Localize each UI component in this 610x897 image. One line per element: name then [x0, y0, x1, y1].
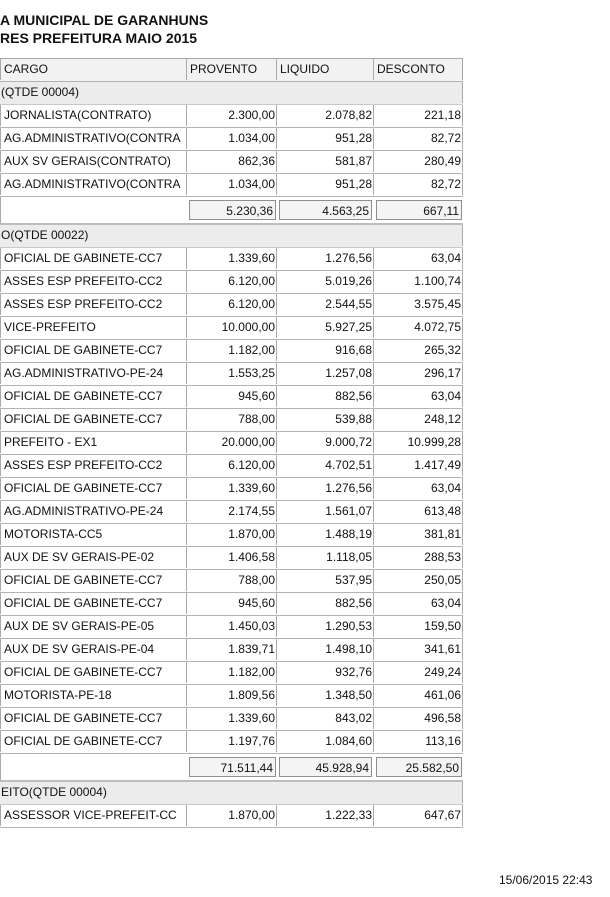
table-row [0, 294, 463, 317]
provento-cell: 1.034,00 [187, 128, 277, 149]
group-header-row [0, 782, 463, 805]
desconto-cell: 1.100,74 [374, 271, 463, 292]
provento-cell: 1.553,25 [187, 363, 277, 384]
desconto-cell: 82,72 [374, 128, 463, 149]
cargo-cell: ASSES ESP PREFEITO-CC2 [0, 294, 187, 315]
cargo-cell: AUX DE SV GERAIS-PE-02 [0, 547, 187, 568]
provento-cell: 1.182,00 [187, 340, 277, 361]
report-title-line-2: RES PREFEITURA MAIO 2015 [0, 30, 198, 46]
total-liquido: 4.563,25 [279, 200, 372, 220]
table-row [0, 478, 463, 501]
liquido-cell: 1.118,05 [277, 547, 374, 568]
desconto-cell: 113,16 [374, 731, 463, 752]
liquido-cell: 539,88 [277, 409, 374, 430]
liquido-cell: 951,28 [277, 174, 374, 195]
print-timestamp: 15/06/2015 22:43 [499, 873, 593, 887]
cargo-cell: PREFEITO - EX1 [0, 432, 187, 453]
cargo-cell: AG.ADMINISTRATIVO-PE-24 [0, 363, 187, 384]
column-header-liquido: LIQUIDO [277, 59, 374, 80]
liquido-cell: 9.000,72 [277, 432, 374, 453]
provento-cell: 1.870,00 [187, 524, 277, 545]
table-row [0, 271, 463, 294]
cargo-cell: OFICIAL DE GABINETE-CC7 [0, 731, 187, 752]
table-row [0, 731, 463, 754]
provento-cell: 2.300,00 [187, 105, 277, 126]
liquido-cell: 5.019,26 [277, 271, 374, 292]
desconto-cell: 280,49 [374, 151, 463, 172]
liquido-cell: 1.561,07 [277, 501, 374, 522]
totals-spacer [0, 754, 187, 780]
group-label: EITO(QTDE 00004) [0, 782, 463, 803]
liquido-cell: 1.348,50 [277, 685, 374, 706]
cargo-cell: ASSES ESP PREFEITO-CC2 [0, 455, 187, 476]
provento-cell: 6.120,00 [187, 455, 277, 476]
provento-cell: 6.120,00 [187, 271, 277, 292]
provento-cell: 945,60 [187, 386, 277, 407]
group-header-row [0, 225, 463, 248]
cargo-cell: OFICIAL DE GABINETE-CC7 [0, 386, 187, 407]
table-row [0, 409, 463, 432]
liquido-cell: 882,56 [277, 386, 374, 407]
cargo-cell: AG.ADMINISTRATIVO(CONTRA [0, 174, 187, 195]
desconto-cell: 265,32 [374, 340, 463, 361]
provento-cell: 788,00 [187, 409, 277, 430]
desconto-cell: 341,61 [374, 639, 463, 660]
table-row [0, 501, 463, 524]
cargo-cell: AG.ADMINISTRATIVO-PE-24 [0, 501, 187, 522]
totals-spacer [0, 197, 187, 223]
table-row [0, 151, 463, 174]
cargo-cell: OFICIAL DE GABINETE-CC7 [0, 662, 187, 683]
liquido-cell: 1.222,33 [277, 805, 374, 826]
cargo-cell: AUX DE SV GERAIS-PE-05 [0, 616, 187, 637]
desconto-cell: 63,04 [374, 478, 463, 499]
provento-cell: 788,00 [187, 570, 277, 591]
cargo-cell: OFICIAL DE GABINETE-CC7 [0, 570, 187, 591]
cargo-cell: OFICIAL DE GABINETE-CC7 [0, 708, 187, 729]
table-row [0, 174, 463, 197]
desconto-cell: 63,04 [374, 386, 463, 407]
liquido-cell: 1.257,08 [277, 363, 374, 384]
table-row [0, 432, 463, 455]
provento-cell: 1.339,60 [187, 248, 277, 269]
group-totals-row [0, 754, 463, 782]
table-row [0, 524, 463, 547]
table-row [0, 616, 463, 639]
provento-cell: 1.839,71 [187, 639, 277, 660]
desconto-cell: 496,58 [374, 708, 463, 729]
table-row [0, 805, 463, 828]
report-title-line-1: A MUNICIPAL DE GARANHUNS [0, 12, 209, 28]
liquido-cell: 1.290,53 [277, 616, 374, 637]
table-row [0, 708, 463, 731]
provento-cell: 1.406,58 [187, 547, 277, 568]
desconto-cell: 1.417,49 [374, 455, 463, 476]
cargo-cell: AUX SV GERAIS(CONTRATO) [0, 151, 187, 172]
liquido-cell: 882,56 [277, 593, 374, 614]
liquido-cell: 2.544,55 [277, 294, 374, 315]
cargo-cell: MOTORISTA-PE-18 [0, 685, 187, 706]
liquido-cell: 843,02 [277, 708, 374, 729]
provento-cell: 1.450,03 [187, 616, 277, 637]
table-row [0, 662, 463, 685]
table-row [0, 248, 463, 271]
desconto-cell: 4.072,75 [374, 317, 463, 338]
total-liquido: 45.928,94 [279, 757, 372, 777]
table-row [0, 639, 463, 662]
cargo-cell: OFICIAL DE GABINETE-CC7 [0, 248, 187, 269]
provento-cell: 6.120,00 [187, 294, 277, 315]
desconto-cell: 647,67 [374, 805, 463, 826]
cargo-cell: MOTORISTA-CC5 [0, 524, 187, 545]
provento-cell: 20.000,00 [187, 432, 277, 453]
provento-cell: 1.339,60 [187, 708, 277, 729]
desconto-cell: 10.999,28 [374, 432, 463, 453]
cargo-cell: JORNALISTA(CONTRATO) [0, 105, 187, 126]
desconto-cell: 63,04 [374, 593, 463, 614]
column-header-provento: PROVENTO [187, 59, 277, 80]
group-totals-row [0, 197, 463, 225]
column-header-cargo: CARGO [0, 59, 187, 80]
provento-cell: 1.197,76 [187, 731, 277, 752]
liquido-cell: 537,95 [277, 570, 374, 591]
liquido-cell: 916,68 [277, 340, 374, 361]
table-body [0, 82, 463, 828]
provento-cell: 1.182,00 [187, 662, 277, 683]
desconto-cell: 248,12 [374, 409, 463, 430]
cargo-cell: OFICIAL DE GABINETE-CC7 [0, 340, 187, 361]
provento-cell: 10.000,00 [187, 317, 277, 338]
total-desconto: 667,11 [376, 200, 462, 220]
table-row [0, 340, 463, 363]
table-row [0, 547, 463, 570]
table-row [0, 363, 463, 386]
liquido-cell: 1.488,19 [277, 524, 374, 545]
total-provento: 71.511,44 [189, 757, 276, 777]
desconto-cell: 63,04 [374, 248, 463, 269]
group-header-row [0, 82, 463, 105]
desconto-cell: 381,81 [374, 524, 463, 545]
desconto-cell: 250,05 [374, 570, 463, 591]
provento-cell: 1.870,00 [187, 805, 277, 826]
desconto-cell: 288,53 [374, 547, 463, 568]
liquido-cell: 4.702,51 [277, 455, 374, 476]
group-label: O(QTDE 00022) [0, 225, 463, 246]
cargo-cell: OFICIAL DE GABINETE-CC7 [0, 409, 187, 430]
liquido-cell: 1.276,56 [277, 248, 374, 269]
payroll-table [0, 58, 463, 828]
table-row [0, 455, 463, 478]
cargo-cell: AUX DE SV GERAIS-PE-04 [0, 639, 187, 660]
liquido-cell: 1.276,56 [277, 478, 374, 499]
desconto-cell: 461,06 [374, 685, 463, 706]
liquido-cell: 5.927,25 [277, 317, 374, 338]
liquido-cell: 2.078,82 [277, 105, 374, 126]
table-row [0, 593, 463, 616]
liquido-cell: 951,28 [277, 128, 374, 149]
column-header-desconto: DESCONTO [374, 59, 463, 80]
table-row [0, 128, 463, 151]
desconto-cell: 82,72 [374, 174, 463, 195]
provento-cell: 862,36 [187, 151, 277, 172]
cargo-cell: OFICIAL DE GABINETE-CC7 [0, 478, 187, 499]
liquido-cell: 932,76 [277, 662, 374, 683]
provento-cell: 945,60 [187, 593, 277, 614]
table-header-row [0, 58, 463, 82]
table-row [0, 570, 463, 593]
liquido-cell: 581,87 [277, 151, 374, 172]
desconto-cell: 3.575,45 [374, 294, 463, 315]
desconto-cell: 159,50 [374, 616, 463, 637]
desconto-cell: 613,48 [374, 501, 463, 522]
group-label: (QTDE 00004) [0, 82, 463, 103]
total-desconto: 25.582,50 [376, 757, 462, 777]
cargo-cell: AG.ADMINISTRATIVO(CONTRA [0, 128, 187, 149]
desconto-cell: 221,18 [374, 105, 463, 126]
desconto-cell: 296,17 [374, 363, 463, 384]
table-row [0, 386, 463, 409]
cargo-cell: VICE-PREFEITO [0, 317, 187, 338]
desconto-cell: 249,24 [374, 662, 463, 683]
cargo-cell: ASSES ESP PREFEITO-CC2 [0, 271, 187, 292]
provento-cell: 2.174,55 [187, 501, 277, 522]
total-provento: 5.230,36 [189, 200, 276, 220]
table-row [0, 317, 463, 340]
table-row [0, 105, 463, 128]
provento-cell: 1.339,60 [187, 478, 277, 499]
cargo-cell: OFICIAL DE GABINETE-CC7 [0, 593, 187, 614]
liquido-cell: 1.498,10 [277, 639, 374, 660]
provento-cell: 1.809,56 [187, 685, 277, 706]
cargo-cell: ASSESSOR VICE-PREFEIT-CC [0, 805, 187, 826]
provento-cell: 1.034,00 [187, 174, 277, 195]
table-row [0, 685, 463, 708]
liquido-cell: 1.084,60 [277, 731, 374, 752]
